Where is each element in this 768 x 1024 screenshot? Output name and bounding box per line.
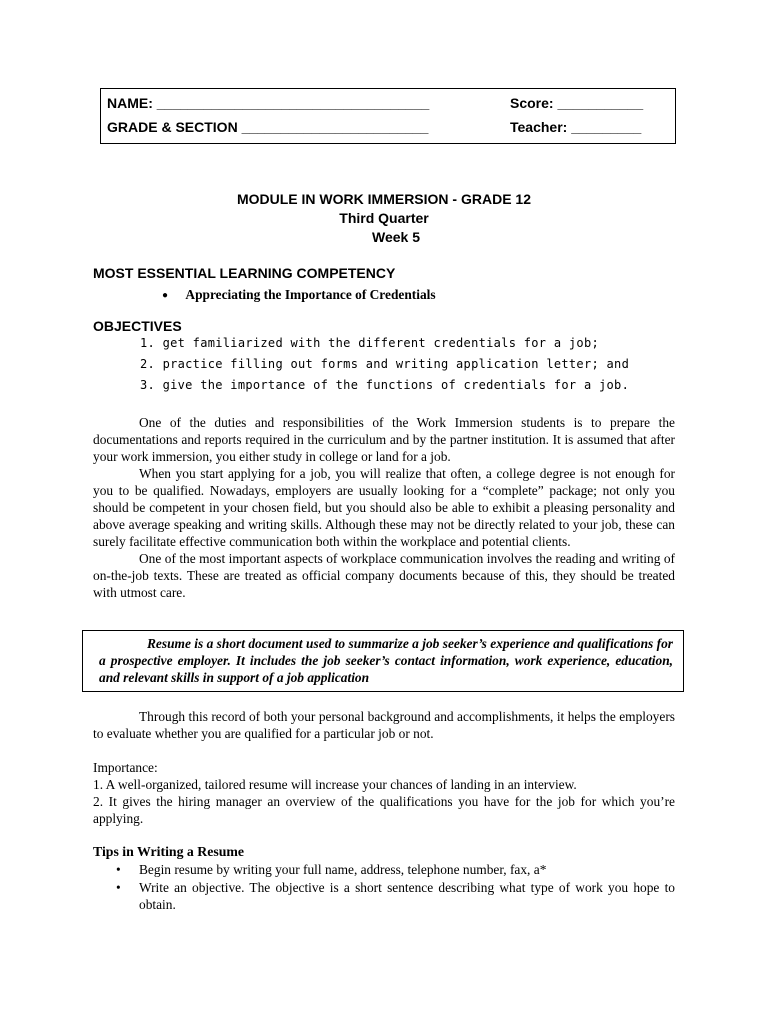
importance-item-2: 2. It gives the hiring manager an overview of the qualifications you have for the job for which you’re applying.: [93, 794, 675, 826]
bullet-icon: •: [116, 862, 121, 877]
body-text-2: [93, 708, 675, 742]
body-text: [93, 414, 675, 601]
resume-definition-box: [82, 630, 684, 692]
importance-item-2-wrap: [93, 793, 675, 827]
module-title: MODULE IN WORK IMMERSION - GRADE 12: [236, 191, 531, 207]
objective-item-3: 3. give the importance of the functions of credentials for a job.: [140, 378, 630, 392]
objective-item-2: 2. practice filling out forms and writing application letter; and: [140, 357, 630, 371]
week-label: Week 5: [372, 229, 420, 245]
importance-label: Importance:: [93, 760, 158, 775]
importance-item-1: 1. A well-organized, tailored resume will increase your chances of landing in an interview.: [93, 777, 577, 792]
paragraph-4: Through this record of both your personal background and accomplishments, it helps the employers to evaluate whether you are qualified for a particular job or not.: [93, 709, 675, 741]
objectives-heading: OBJECTIVES: [93, 318, 182, 334]
teacher-field: Teacher: _________: [510, 119, 642, 135]
grade-section-field: GRADE & SECTION ________________________: [107, 119, 429, 135]
score-field: Score: ___________: [510, 95, 644, 111]
tip-text-2: Write an objective. The objective is a short sentence describing what type of work you hope to obtain.: [139, 880, 675, 912]
quarter-label: Third Quarter: [339, 210, 429, 226]
bullet-icon: •: [116, 880, 121, 895]
paragraph-2: When you start applying for a job, you will realize that often, a college degree is not enough for you to be qualified. Nowadays, employers are usually looking for a “complete” package; not only you should be competent in your chosen field, but you should also be able to exhibit a pleasing personality and above average speaking and writing skills. Although these may not be directly related to your job, these can surely facilitate effective communication both within the workplace and potential clients.: [93, 466, 675, 549]
melc-heading: MOST ESSENTIAL LEARNING COMPETENCY: [93, 265, 396, 281]
melc-text: Appreciating the Importance of Credentials: [185, 287, 436, 302]
student-info-box: [100, 88, 676, 144]
paragraph-3: One of the most important aspects of workplace communication involves the reading and writing of on-the-job texts. These are treated as official company documents because of this, they should be treated with utmost care.: [93, 551, 675, 600]
tip-text-1: Begin resume by writing your full name, address, telephone number, fax, a*: [139, 862, 547, 877]
tips-heading: Tips in Writing a Resume: [93, 844, 245, 859]
melc-bullet: [162, 287, 436, 303]
bullet-icon: ●: [162, 290, 169, 301]
paragraph-1: One of the duties and responsibilities of the Work Immersion students is to prepare the documentations and reports required in the curriculum and by the partner institution. It is assumed that after your work immersion, you either study in college or land for a job.: [93, 415, 675, 464]
name-field: NAME: ___________________________________: [107, 95, 430, 111]
resume-definition-text: Resume is a short document used to summarize a job seeker’s experience and qualifications for a prospective employer. It includes the job seeker’s contact information, work experience, education, and relevant skills in support of a job application: [99, 636, 673, 685]
objective-item-1: 1. get familiarized with the different credentials for a job;: [140, 336, 600, 350]
